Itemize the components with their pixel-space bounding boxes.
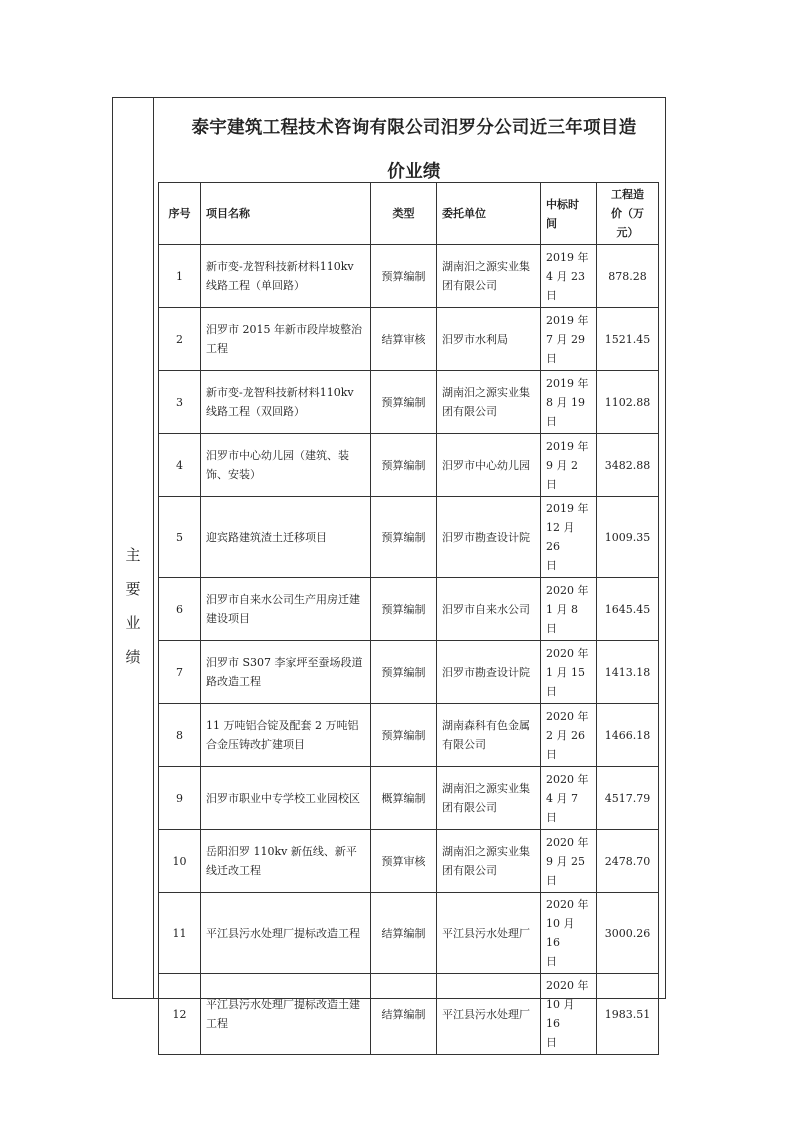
row-no: 7 [159,641,201,704]
row-cost: 878.28 [597,245,659,308]
row-award-date [541,308,597,371]
row-type: 预算编制 [371,578,437,641]
row-project-name: 11 万吨铝合锭及配套 2 万吨铝合金压铸改扩建项目 [201,704,371,767]
header-cost-line: 价（万 [611,207,644,220]
header-type: 类型 [371,183,437,245]
table-row [159,767,659,830]
row-cost: 3482.88 [597,434,659,497]
row-date-line: 2019 年 [546,313,589,327]
row-cost: 1009.35 [597,497,659,578]
row-date-line: 1 月 15 [546,665,585,679]
side-label-char: 业 [125,614,141,632]
row-type: 结算审核 [371,308,437,371]
row-award-date [541,704,597,767]
header-no: 序号 [159,183,201,245]
row-project-name: 平江县污水处理厂提标改造土建工程 [201,974,371,1055]
table-header-row [159,183,659,245]
row-type: 结算编制 [371,974,437,1055]
row-no: 3 [159,371,201,434]
row-client: 汨罗市中心幼儿园 [437,434,541,497]
row-no: 12 [159,974,201,1055]
row-date-line: 日 [546,684,557,698]
row-cost: 3000.26 [597,893,659,974]
row-date-line: 2020 年 [546,835,589,849]
table-row [159,245,659,308]
row-project-name: 新市变-龙智科技新材料110kv 线路工程（单回路） [201,245,371,308]
row-type: 概算编制 [371,767,437,830]
row-date-line: 2019 年 [546,250,589,264]
header-client: 委托单位 [437,183,541,245]
row-cost: 1645.45 [597,578,659,641]
table-row [159,974,659,1055]
row-date-line: 2019 年 [546,376,589,390]
row-project-name: 汨罗市 S307 李家坪至蚕场段道路改造工程 [201,641,371,704]
row-no: 9 [159,767,201,830]
row-project-name: 汨罗市中心幼儿园（建筑、装饰、安装） [201,434,371,497]
row-date-line: 2020 年 [546,772,589,786]
row-award-date [541,371,597,434]
row-date-line: 10 月 16 [546,998,575,1030]
table-row [159,434,659,497]
row-no: 5 [159,497,201,578]
row-client: 平江县污水处理厂 [437,893,541,974]
row-date-line: 2020 年 [546,898,589,911]
table-row [159,641,659,704]
side-label-char: 主 [125,546,141,564]
row-date-line: 12 月 26 [546,521,575,553]
row-type: 预算编制 [371,704,437,767]
row-type: 预算编制 [371,245,437,308]
row-date-line: 日 [546,1036,557,1049]
row-client: 汨罗市水利局 [437,308,541,371]
header-date-line: 间 [546,216,557,230]
row-date-line: 9 月 25 [546,854,585,868]
row-type: 预算编制 [371,641,437,704]
row-date-line: 2019 年 [546,502,589,515]
row-date-line: 日 [546,955,557,968]
document-frame [112,97,666,1049]
row-no: 1 [159,245,201,308]
row-date-line: 日 [546,873,557,887]
row-client: 湖南汨之源实业集团有限公司 [437,371,541,434]
header-cost [597,183,659,245]
row-project-name: 迎宾路建筑渣土迁移项目 [201,497,371,578]
row-date-line: 10 月 16 [546,917,575,949]
page-title [167,106,661,194]
row-date-line: 2020 年 [546,646,589,660]
row-client: 湖南汨之源实业集团有限公司 [437,830,541,893]
row-award-date [541,641,597,704]
row-date-line: 4 月 23 [546,269,585,283]
row-date-line: 2020 年 [546,709,589,723]
row-award-date [541,434,597,497]
row-project-name: 汨罗市自来水公司生产用房迁建建设项目 [201,578,371,641]
row-type: 预算编制 [371,371,437,434]
table-row [159,578,659,641]
row-award-date [541,767,597,830]
row-type: 预算审核 [371,830,437,893]
table-row [159,371,659,434]
row-award-date [541,497,597,578]
side-divider [153,98,154,998]
header-name: 项目名称 [201,183,371,245]
table-row [159,497,659,578]
row-cost: 1466.18 [597,704,659,767]
page-title-line-1: 泰宇建筑工程技术咨询有限公司汨罗分公司近三年项目造 [191,118,637,138]
row-date-line: 2019 年 [546,439,589,453]
row-date-line: 2 月 26 [546,728,585,742]
row-no: 4 [159,434,201,497]
row-type: 预算编制 [371,434,437,497]
row-date-line: 日 [546,477,557,491]
row-cost: 1983.51 [597,974,659,1055]
header-cost-line: 元） [616,226,639,239]
side-label-char: 绩 [125,648,141,666]
row-award-date [541,830,597,893]
row-award-date [541,245,597,308]
header-date-line: 中标时 [546,197,579,211]
row-type: 结算编制 [371,893,437,974]
row-client: 湖南汨之源实业集团有限公司 [437,245,541,308]
row-award-date [541,974,597,1055]
row-cost: 1102.88 [597,371,659,434]
row-cost: 1413.18 [597,641,659,704]
header-cost-line: 工程造 [611,188,644,201]
row-project-name: 新市变-龙智科技新材料110kv 线路工程（双回路） [201,371,371,434]
row-project-name: 汨罗市职业中专学校工业园校区 [201,767,371,830]
table-row [159,830,659,893]
row-date-line: 2020 年 [546,583,589,597]
row-client: 平江县污水处理厂 [437,974,541,1055]
row-date-line: 7 月 29 [546,332,585,346]
row-award-date [541,893,597,974]
row-cost: 2478.70 [597,830,659,893]
row-no: 8 [159,704,201,767]
row-date-line: 日 [546,559,557,572]
row-date-line: 4 月 7 [546,791,578,805]
row-date-line: 9 月 2 [546,458,578,472]
row-date-line: 日 [546,414,557,428]
row-date-line: 日 [546,288,557,302]
table-row [159,893,659,974]
row-cost: 4517.79 [597,767,659,830]
row-client: 汨罗市自来水公司 [437,578,541,641]
row-cost: 1521.45 [597,308,659,371]
row-client: 汨罗市勘查设计院 [437,497,541,578]
row-client: 湖南森科有色金属有限公司 [437,704,541,767]
page-title-line-2: 价业绩 [387,162,441,182]
row-project-name: 岳阳汨罗 110kv 新伍线、新平线迁改工程 [201,830,371,893]
row-date-line: 1 月 8 [546,602,578,616]
row-award-date [541,578,597,641]
side-label-char: 要 [125,580,141,598]
row-no: 2 [159,308,201,371]
header-date [541,183,597,245]
row-date-line: 日 [546,351,557,365]
row-no: 11 [159,893,201,974]
projects-table [158,182,659,1055]
table-row [159,704,659,767]
row-date-line: 2020 年 [546,979,589,992]
row-client: 汨罗市勘查设计院 [437,641,541,704]
row-no: 6 [159,578,201,641]
row-date-line: 8 月 19 [546,395,585,409]
row-date-line: 日 [546,747,557,761]
row-type: 预算编制 [371,497,437,578]
row-date-line: 日 [546,621,557,635]
side-label-main-achievements [113,538,153,674]
row-project-name: 汨罗市 2015 年新市段岸坡整治工程 [201,308,371,371]
row-client: 湖南汨之源实业集团有限公司 [437,767,541,830]
table-row [159,308,659,371]
row-project-name: 平江县污水处理厂提标改造工程 [201,893,371,974]
row-date-line: 日 [546,810,557,824]
row-no: 10 [159,830,201,893]
